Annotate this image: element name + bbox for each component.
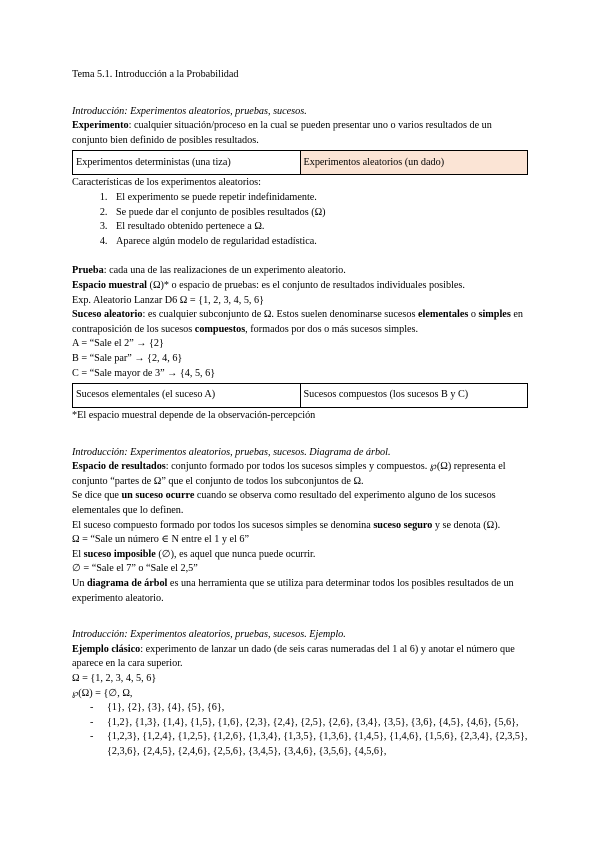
power-set-symbol: ℘ [72,688,79,699]
ejemplo-paragraph [72,643,528,672]
espacio-muestral-term: Espacio muestral [72,279,147,291]
document-title: Tema 5.1. Introducción a la Probabilidad [72,69,239,80]
espacio-resultados-term: Espacio de resultados [72,461,166,473]
text-part: cuando se observa como resultado del experimento alguno de los sucesos elementales que lo definen. [72,490,496,517]
power-set-list [72,701,528,759]
experimento-paragraph [72,119,528,148]
event-c: C = “Sale mayor de 3” → {4, 5, 6} [72,367,216,379]
text-part: Un [72,578,87,590]
elementary-cell: Sucesos elementales (el suceso A) [73,384,301,408]
deterministic-cell: Experimentos deterministas (una tiza) [73,151,301,175]
text-part: El suceso compuesto formado por todos los sucesos simples se denomina [72,519,374,531]
prueba-paragraph [72,264,528,279]
espacio-muestral-definition: (Ω)* o espacio de pruebas: es el conjunto de resultados individuales posibles. [147,279,465,291]
footnote: *El espacio muestral depende de la observación-percepción [72,410,316,422]
espacio-muestral-paragraph [72,279,528,294]
omega-set-line: Ω = {1, 2, 3, 4, 5, 6} [72,673,157,684]
list-item: 2. Se puede dar el conjunto de posibles resultados (Ω) [110,206,528,221]
suceso-aleatorio-term: Suceso aleatorio [72,309,143,321]
power-set-line [72,687,528,702]
section-heading-intro: Introducción: Experimentos aleatorios, pruebas, sucesos. [72,105,307,117]
list-item: - {1}, {2}, {3}, {4}, {5}, {6}, [90,701,528,716]
compuestos-term: compuestos [194,323,246,335]
example-line: Exp. Aleatorio Lanzar D6 Ω = {1, 2, 3, 4, 5, 6} [72,294,264,306]
elementales-term: elementales [417,309,469,321]
imposible-paragraph [72,548,528,563]
prueba-term: Prueba [72,265,104,277]
list-item: 3. El resultado obtenido pertenece a Ω. [110,220,528,235]
list-item: 1. El experimento se puede repetir indefinidamente. [110,191,528,206]
experiment-types-table [72,150,528,175]
arbol-paragraph [72,577,528,606]
random-cell: Experimentos aleatorios (un dado) [300,151,528,175]
text-part: El [72,548,84,560]
suceso-def-part: : es cualquier subconjunto de Ω. Estos suelen denominarse sucesos [142,309,418,321]
arbol-term: diagrama de árbol [87,578,168,590]
suceso-def-part: en contraposición de los sucesos [72,309,523,335]
prueba-definition: : cada una de las realizaciones de un experimento aleatorio. [103,265,346,277]
seguro-paragraph [72,519,528,534]
experimento-definition: : cualquier situación/proceso en la cual se pueden presentar uno o varios resultados de un conjunto bien definido de posibles resultados. [72,120,492,146]
event-types-table [72,383,528,408]
simples-term: simples [478,309,511,321]
suceso-def-part: o [468,309,479,321]
suceso-def-part: , formados por dos o más sucesos simples. [245,323,419,335]
event-a: A = “Sale el 2” → {2} [72,338,164,350]
text-part: (∅), es aquel que nunca puede ocurrir. [155,548,316,560]
characteristics-list [72,191,528,249]
espacio-resultados-paragraph [72,460,528,489]
ocurre-paragraph [72,489,528,518]
seguro-term: suceso seguro [373,519,433,531]
document-body [72,68,528,760]
power-set-rest: (Ω) = {∅, Ω, [78,687,133,699]
text-part: Se dice que [72,490,122,502]
event-b: B = “Sale par” → {2, 4, 6} [72,352,183,364]
empty-set-line: ∅ = “Sale el 7” o “Sale el 2,5” [72,563,198,575]
compound-cell: Sucesos compuestos (los sucesos B y C) [300,384,528,408]
ejemplo-term: Ejemplo clásico [72,643,141,655]
text-part: es una herramienta que se utiliza para determinar todos los posibles resultados de un experimento aleatorio. [72,578,514,604]
table-row [73,151,528,175]
suceso-aleatorio-paragraph [72,308,528,337]
ejemplo-definition: : experimento de lanzar un dado (de seis caras numeradas del 1 al 6) y anotar el número que aparece en la cara superior. [72,643,515,670]
list-item: 4. Aparece algún modelo de regularidad estadística. [110,235,528,250]
table-row [73,384,528,408]
ocurre-term: un suceso ocurre [121,490,195,502]
list-item: - {1,2}, {1,3}, {1,4}, {1,5}, {1,6}, {2,3}, {2,4}, {2,5}, {2,6}, {3,4}, {3,5}, {3,6}, {4,5}, {4,6}, {5,6}, [90,716,528,731]
espacio-resultados-definition: : conjunto formado por todos los sucesos simples y compuestos. ℘(Ω) representa el conjunto “partes de Ω” que el conjunto de todos los subconjuntos de Ω. [72,461,506,487]
characteristics-intro: Características de los experimentos aleatorios: [72,177,261,189]
text-part: y se denota (Ω). [432,519,501,531]
section-heading-example: Introducción: Experimentos aleatorios, pruebas, sucesos. Ejemplo. [72,629,346,641]
list-item: - {1,2,3}, {1,2,4}, {1,2,5}, {1,2,6}, {1,3,4}, {1,3,5}, {1,3,6}, {1,4,5}, {1,4,6}, {1,5,6}, {2,3,4}, {2,3,5}, {2,3,6}, {2,4,5}, {2,4,6}, {2,5,6}, {3,4,5}, {3,4,6}, {3,5,6}, {4,5,6}, [90,730,528,759]
experimento-term: Experimento [72,120,129,132]
imposible-term: suceso imposible [83,548,156,560]
omega-definition-line: Ω = “Sale un número ∈ N entre el 1 y el 6” [72,534,250,546]
section-heading-tree: Introducción: Experimentos aleatorios, pruebas, sucesos. Diagrama de árbol. [72,446,391,458]
